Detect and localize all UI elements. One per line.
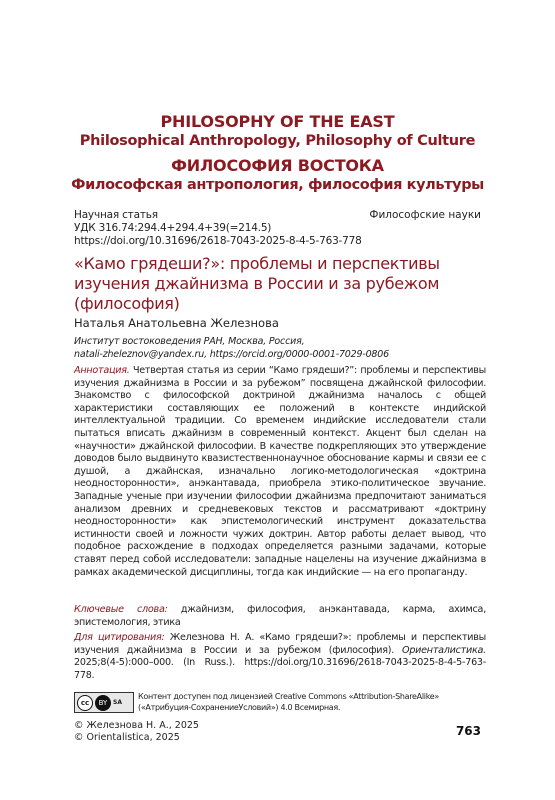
- by-icon: BY: [95, 695, 111, 711]
- citation-label: Для цитирования:: [74, 632, 165, 643]
- cc-icon: cc: [77, 695, 93, 711]
- article-title: «Камо грядеши?»: проблемы и перспективы изучения джайнизма в России и за рубежом (философия): [74, 254, 440, 313]
- author-affiliation: [74, 335, 494, 361]
- keywords: [74, 604, 486, 629]
- abstract: [74, 365, 486, 579]
- article-type: Научная статья: [74, 209, 158, 221]
- field-of-science: Философские науки: [369, 209, 481, 221]
- udc-code: УДК 316.74:294.4+294.4+39(=214.5): [74, 222, 272, 234]
- subsection-title-en: Philosophical Anthropology, Philosophy of Culture: [79, 133, 476, 149]
- citation-tail[interactable]: 2025;8(4-5):000–000. (In Russ.). https://doi.org/10.31696/2618-7043-2025-8-4-5-763-778.: [74, 657, 486, 681]
- author-contacts[interactable]: natali-zheleznov@yandex.ru, https://orcid.org/0000-0001-7029-0806: [74, 349, 389, 360]
- keywords-text: джайнизм, философия, анэкантавада, карма, ахимса, эпистемология, этика: [74, 604, 486, 628]
- keywords-label: Ключевые слова:: [74, 604, 168, 615]
- sa-icon: SA: [113, 699, 122, 706]
- subsection-title-ru: Философская антропология, философия культуры: [71, 177, 484, 193]
- citation-journal: Ориенталистика.: [402, 644, 486, 656]
- citation: [74, 632, 486, 682]
- citation-text: Железнова Н. А. «Камо грядеши?»: проблемы и перспективы изучения джайнизма в России и за рубежом (философия).: [74, 632, 486, 656]
- author-name: Наталья Анатольевна Железнова: [74, 316, 279, 330]
- cc-license-badge[interactable]: [74, 692, 134, 713]
- affiliation-line: Институт востоковедения РАН, Москва, Россия,: [74, 336, 305, 347]
- section-title-ru: ФИЛОСОФИЯ ВОСТОКА: [171, 156, 384, 175]
- copyright-author: © Железнова Н. А., 2025: [74, 720, 199, 731]
- doi-link[interactable]: https://doi.org/10.31696/2618-7043-2025-8-4-5-763-778: [74, 235, 362, 247]
- abstract-label: Аннотация.: [74, 365, 130, 376]
- copyright-journal: © Orientalistica, 2025: [74, 732, 180, 743]
- section-title-en: PHILOSOPHY OF THE EAST: [160, 112, 395, 131]
- page-number: 763: [455, 724, 481, 738]
- license-text: Контент доступен под лицензией Creative Commons «Attribution-ShareAlike» («Атрибуция-СохранениеУсловий») 4.0 Всемирная.: [138, 692, 439, 712]
- abstract-text: Четвертая статья из серии “Камо грядеши?”: проблемы и перспективы изучения джайнизма в России и за рубежом” посвящена джайнской философии. Знакомство с философской доктриной джайнизма началось с общей характеристики составляющих ее положений в контексте индийской интеллектуальной традиции. Со временем индийские исследователи стали пытаться вписать джайнизм в современный контекст. Акцент был сделан на «научности» джайнской философии. В качестве подкрепляющих это утверждение доводов было выдвинуто квазистественнонаучное обоснование кармы и связи ее с душой, а джайнская, изначально логико-методологическая «доктрина неодносторонности», анэкантавада, приобрела этико-политическое звучание. Западные ученые при изучении философии джайнизма предпочитают заниматься анализом древних и средневековых текстов и рассматривают «доктрину неодносторонности» как эпистемологический инструмент доказательства истинности своей и ложности чужих доктрин. Автор работы делает вывод, что подобное расхождение в подходах определяется разными задачами, которые ставят перед собой исследователи: западные нацелены на изучение джайнизма в рамках академической дисциплины, тогда как индийские — на его пропаганду.: [74, 365, 486, 578]
